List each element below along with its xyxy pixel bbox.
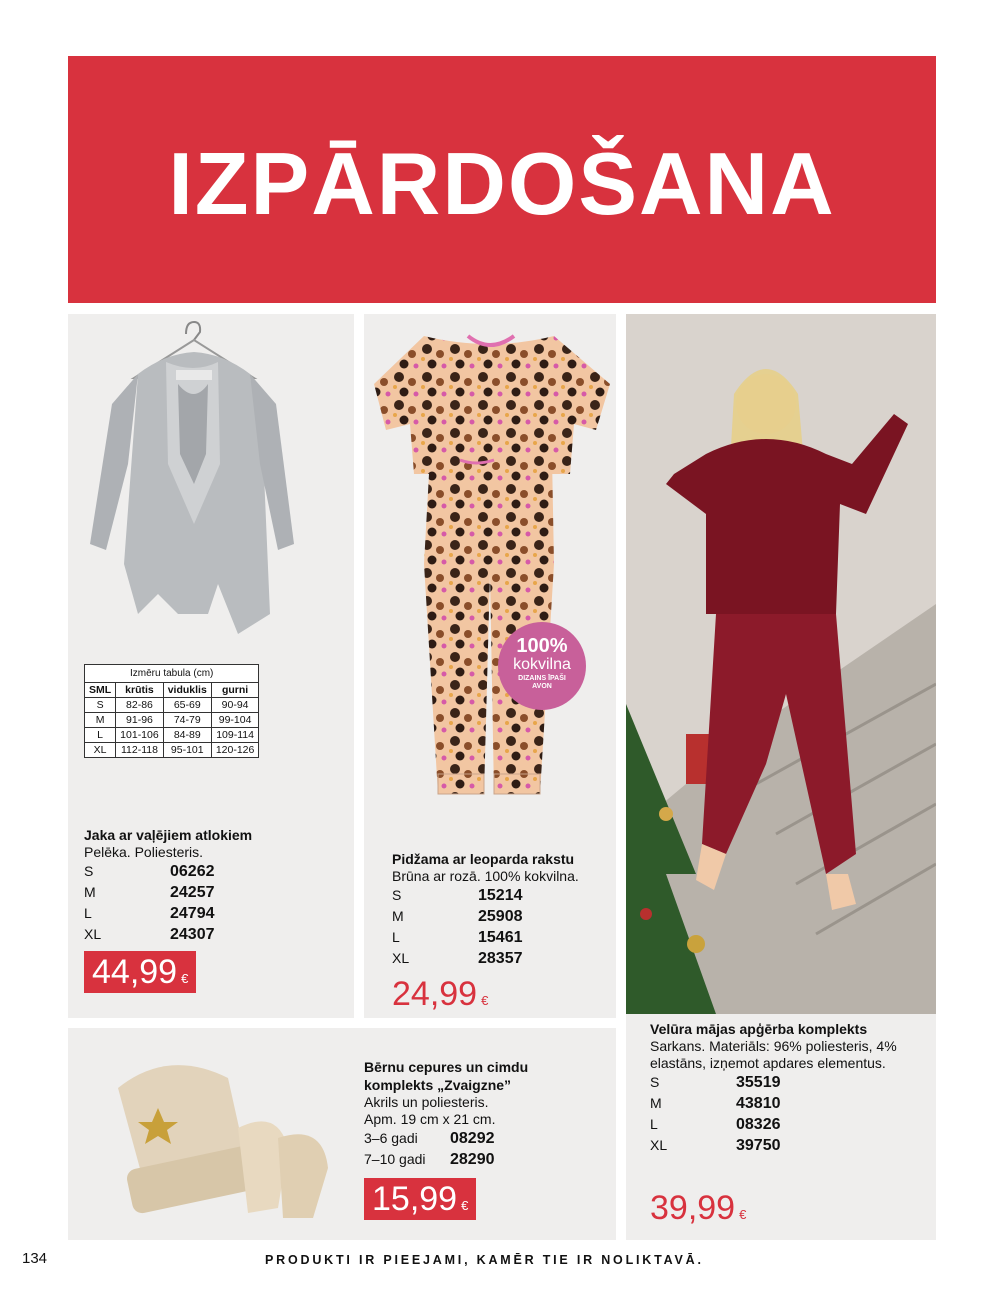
banner-title: IZPĀRDOŠANA — [168, 133, 836, 233]
hat-info — [364, 1058, 604, 1170]
product-title: Pidžama ar leoparda rakstu — [392, 851, 575, 867]
size-table-cell: 84-89 — [163, 728, 211, 743]
size-label: 7–10 gadi — [364, 1151, 426, 1167]
product-code: 15461 — [478, 929, 523, 946]
price-currency: € — [461, 1198, 469, 1213]
price-tag — [392, 974, 488, 1014]
size-label: S — [392, 887, 402, 903]
size-label: L — [650, 1116, 658, 1132]
price-amount: 44,99 — [92, 953, 178, 991]
velour-panel — [626, 314, 936, 1240]
size-table-header: gurni — [211, 683, 259, 698]
size-table-cell: 101-106 — [116, 728, 164, 743]
velour-image — [626, 314, 936, 1014]
hat-panel — [68, 1028, 616, 1240]
price-tag — [364, 1178, 476, 1220]
table-row — [85, 728, 259, 743]
product-description: Pelēka. Poliesteris. — [84, 844, 204, 860]
price-currency: € — [739, 1207, 747, 1222]
cardigan-image — [68, 314, 354, 664]
size-label: S — [84, 863, 94, 879]
page-number: 134 — [22, 1250, 48, 1267]
product-description-line1: Akrils un poliesteris. — [364, 1094, 489, 1110]
table-row — [85, 698, 259, 713]
product-codes — [84, 861, 344, 945]
product-code: 39750 — [736, 1137, 781, 1154]
cardigan-info — [84, 826, 344, 945]
price-tag — [650, 1188, 746, 1228]
product-code: 24794 — [170, 905, 215, 922]
size-table-header: krūtis — [116, 683, 164, 698]
size-table-cell: XL — [85, 743, 116, 758]
badge-brand: AVON — [532, 683, 552, 690]
hat-image — [88, 1038, 348, 1233]
size-table-cell: 74-79 — [163, 713, 211, 728]
size-table-cell: 120-126 — [211, 743, 259, 758]
size-label: L — [84, 905, 92, 921]
size-table-cell: 112-118 — [116, 743, 164, 758]
product-title: Velūra mājas apģērba komplekts — [650, 1021, 868, 1037]
size-table-cell: L — [85, 728, 116, 743]
product-code: 25908 — [478, 908, 523, 925]
product-codes — [364, 1128, 604, 1170]
size-label: M — [84, 884, 96, 900]
availability-note: PRODUKTI IR PIEEJAMI, KAMĒR TIE IR NOLIKTAVĀ. — [265, 1253, 704, 1267]
size-table-cell: S — [85, 698, 116, 713]
size-label: XL — [84, 926, 102, 942]
table-row — [85, 713, 259, 728]
size-table-header: viduklis — [163, 683, 211, 698]
price-amount: 24,99 — [392, 975, 478, 1013]
badge-design: DIZAINS ĪPAŠI — [518, 675, 566, 682]
velour-info — [650, 1020, 930, 1156]
product-title: Jaka ar vaļējiem atlokiem — [84, 827, 253, 843]
price-currency: € — [181, 971, 189, 986]
size-table-cell: 82-86 — [116, 698, 164, 713]
product-code: 24257 — [170, 884, 215, 901]
size-label: XL — [392, 950, 410, 966]
product-code: 35519 — [736, 1074, 781, 1091]
cotton-badge — [498, 622, 586, 710]
product-code: 06262 — [170, 863, 215, 880]
size-table-cell: 65-69 — [163, 698, 211, 713]
product-description-line2: Apm. 19 cm x 21 cm. — [364, 1111, 496, 1127]
size-table-caption: Izmēru tabula (cm) — [85, 665, 259, 683]
product-code: 28290 — [450, 1151, 495, 1168]
product-code: 15214 — [478, 887, 523, 904]
price-amount: 15,99 — [372, 1180, 458, 1218]
size-label: M — [392, 908, 404, 924]
price-currency: € — [481, 993, 489, 1008]
size-table — [84, 664, 259, 758]
price-tag — [84, 951, 196, 993]
size-table-cell: 91-96 — [116, 713, 164, 728]
size-label: L — [392, 929, 400, 945]
product-code: 28357 — [478, 950, 523, 967]
badge-percent: 100% — [516, 635, 568, 657]
product-code: 43810 — [736, 1095, 781, 1112]
pajama-panel — [364, 314, 616, 1018]
sale-banner — [68, 56, 936, 303]
badge-material: kokvilna — [513, 656, 571, 673]
size-table-cell: 109-114 — [211, 728, 259, 743]
product-code: 08326 — [736, 1116, 781, 1133]
size-table-cell: 95-101 — [163, 743, 211, 758]
product-title-line2: komplekts „Zvaigzne” — [364, 1077, 512, 1093]
product-codes — [650, 1072, 930, 1156]
size-table-header: SML — [85, 683, 116, 698]
pajama-info — [392, 850, 612, 969]
product-description: Sarkans. Materiāls: 96% poliesteris, 4% elastāns, izņemot apdares elementus. — [650, 1038, 897, 1071]
size-table-cell: 90-94 — [211, 698, 259, 713]
table-row — [85, 743, 259, 758]
size-label: 3–6 gadi — [364, 1130, 418, 1146]
size-label: S — [650, 1074, 660, 1090]
size-table-cell: M — [85, 713, 116, 728]
size-label: M — [650, 1095, 662, 1111]
product-codes — [392, 885, 612, 969]
product-code: 08292 — [450, 1130, 495, 1147]
product-code: 24307 — [170, 926, 215, 943]
product-title-line1: Bērnu cepures un cimdu — [364, 1059, 529, 1075]
cardigan-panel — [68, 314, 354, 1018]
size-label: XL — [650, 1137, 668, 1153]
size-table-cell: 99-104 — [211, 713, 259, 728]
pajama-image — [364, 314, 616, 834]
product-description: Brūna ar rozā. 100% kokvilna. — [392, 868, 579, 884]
price-amount: 39,99 — [650, 1189, 736, 1227]
